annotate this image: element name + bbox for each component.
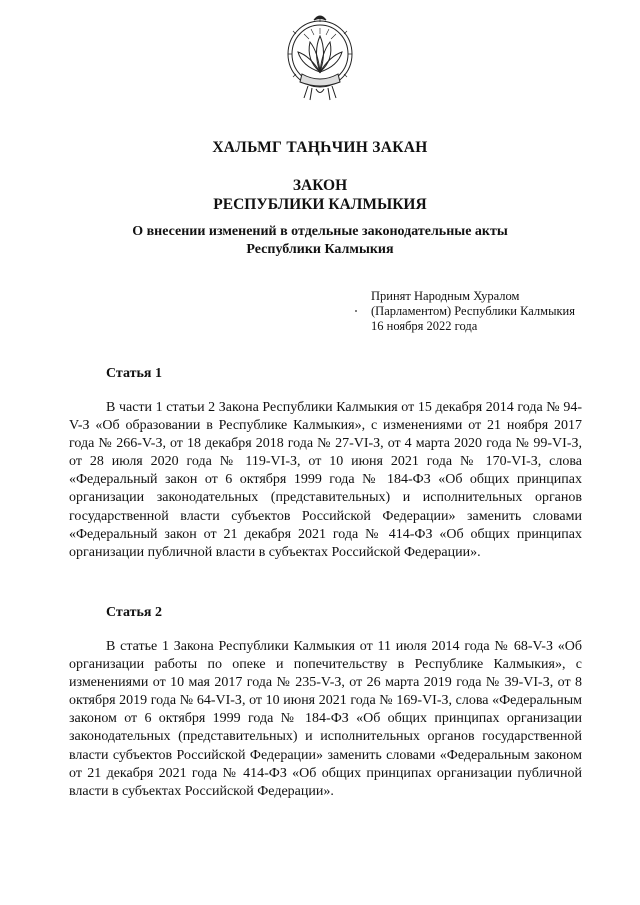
law-subtitle: [0, 223, 640, 259]
law-title-line1: ЗАКОН: [292, 177, 348, 194]
emblem-icon: [284, 12, 356, 102]
adoption-date: 16 ноября 2022 года: [371, 319, 478, 333]
article-1-title: Статья 1: [106, 366, 162, 381]
law-title: [0, 176, 640, 214]
adoption-line1: Принят Народным Хуралом: [371, 289, 520, 303]
adoption-line2: (Парламентом) Республики Калмыкия: [371, 304, 575, 318]
law-title-line2: РЕСПУБЛИКИ КАЛМЫКИЯ: [213, 196, 427, 213]
article-2-title: Статья 2: [106, 605, 162, 620]
article-2-text: В статье 1 Закона Республики Калмыкия от 11 июля 2014 года № 68-V-З «Об организации работы по опеке и попечительству в Республике Калмыкия», с изменениями от 10 мая 2017 года № 235-V-З, от 26 марта 2019 года № 39-VI-З, от 8 октября 2019 года № 64-VI-З, от 10 июня 2021 года № 169-VI-З, слова «Федеральным законом от 6 октября 1999 года № 184-ФЗ «Об общих принципах организации законодательных (представительных) и исполнительных органов государственной власти субъектов Российской Федерации» заменить словами «Федеральным законом от 21 декабря 2021 года № 414-ФЗ «Об общих принципах организации публичной власти в субъектах Российской Федерации».: [69, 639, 582, 799]
adoption-note: [371, 289, 575, 334]
article-1-text: В части 1 статьи 2 Закона Республики Калмыкия от 15 декабря 2014 года № 94-V-З «Об образовании в Республике Калмыкия», с изменениями от 21 ноября 2017 года № 266-V-З, от 18 декабря 2018 года № 27-VI-З, от 4 марта 2020 года № 99-VI-З, от 28 июля 2020 года № 119-VI-З, от 10 июня 2021 года № 170-VI-З, слова «Федеральный закон от 6 октября 1999 года № 184-ФЗ «Об общих принципах организации законодательных (представительных) и исполнительных органов государственной власти субъектов Российской Федерации» заменить словами «Федеральный закон от 21 декабря 2021 года № 414-ФЗ «Об общих принципах организации публичной власти в субъектах Российской Федерации».: [69, 400, 582, 560]
stray-mark: [355, 310, 357, 312]
coat-of-arms-emblem: [284, 12, 356, 102]
title-kalmyk: ХАЛЬМГ ТАҢҺЧИН ЗАКАН: [212, 139, 428, 156]
law-subtitle-line2: Республики Калмыкия: [246, 242, 394, 257]
law-subtitle-line1: О внесении изменений в отдельные законодательные акты: [132, 224, 508, 239]
